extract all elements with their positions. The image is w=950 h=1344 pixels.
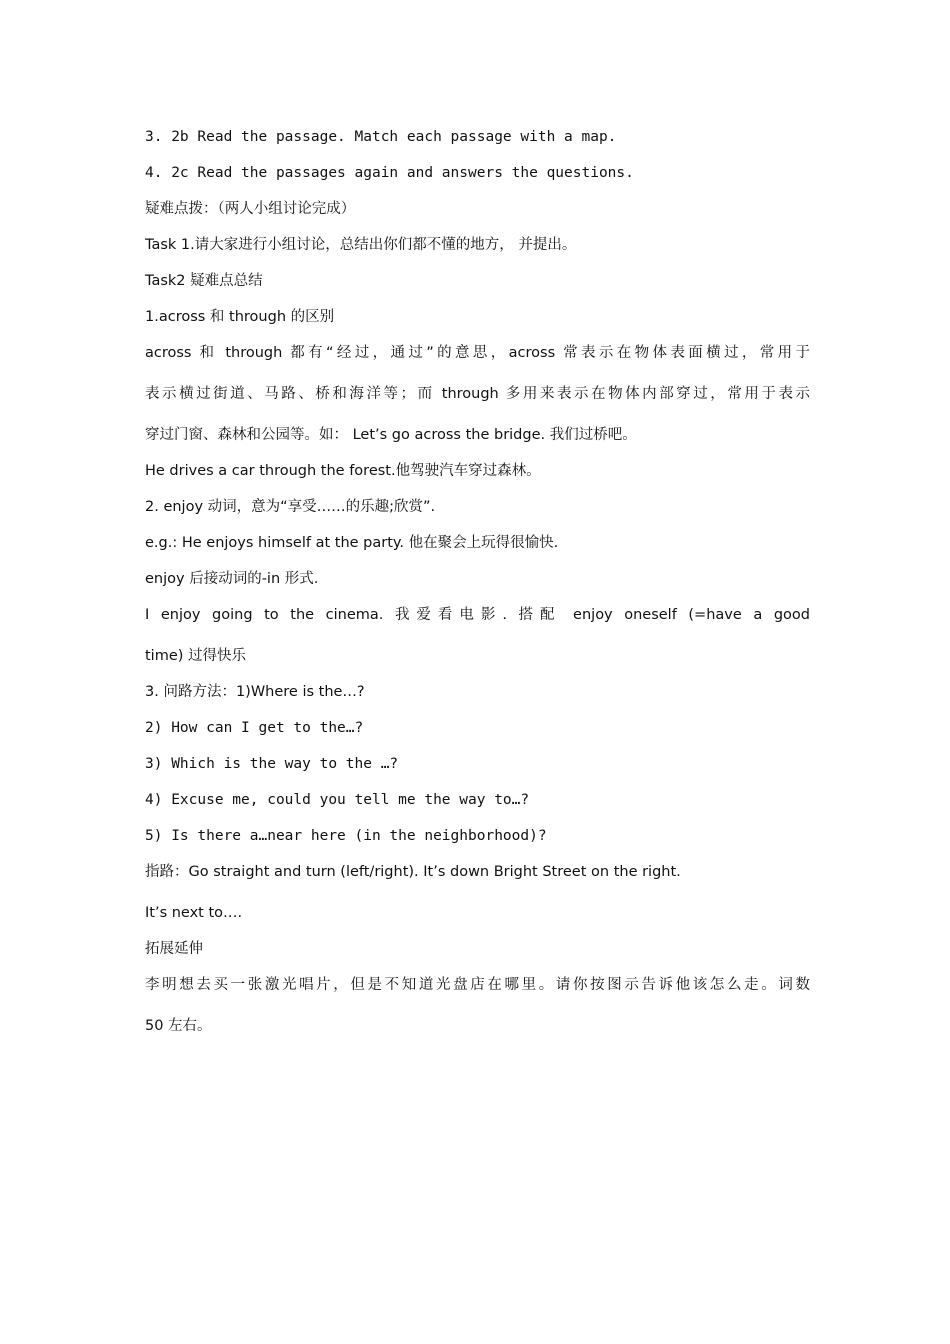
example-sentence: e.g.: He enjoys himself at the party. 他在聚会上玩得很愉快. bbox=[145, 535, 559, 551]
list-item: 2) How can I get to the…? bbox=[145, 720, 364, 736]
paragraph-line: 表示横过街道、马路、桥和海洋等；而 through 多用来表示在物体内部穿过，常用于表示 bbox=[145, 386, 810, 402]
example-sentence: I enjoy going to the cinema. 我爱看电影. 搭配 enjoy oneself (=have a good bbox=[145, 607, 810, 623]
text-line-task2: Task2 疑难点总结 bbox=[145, 273, 263, 289]
example-sentence: He drives a car through the forest.他驾驶汽车穿过森林。 bbox=[145, 463, 541, 479]
text-line-enjoy-usage: enjoy 后接动词的-in 形式. bbox=[145, 571, 319, 587]
text-line-giving-directions: 指路：Go straight and turn (left/right). It’s down Bright Street on the right. bbox=[145, 864, 681, 880]
point-heading-enjoy: 2. enjoy 动词，意为“享受……的乐趣;欣赏”. bbox=[145, 499, 436, 515]
text-line-task-2c: 4. 2c Read the passages again and answers the questions. bbox=[145, 165, 634, 181]
paragraph-line: 50 左右。 bbox=[145, 1018, 212, 1034]
list-item: 4) Excuse me, could you tell me the way to…? bbox=[145, 792, 530, 808]
text-line-task-2b: 3. 2b Read the passage. Match each passage with a map. bbox=[145, 129, 617, 145]
paragraph-line: 穿过门窗、森林和公园等。如： Let’s go across the bridge. 我们过桥吧。 bbox=[145, 427, 637, 443]
section-heading-difficulties: 疑难点拨：（两人小组讨论完成） bbox=[145, 201, 356, 217]
paragraph-line: 李明想去买一张激光唱片，但是不知道光盘店在哪里。请你按图示告诉他该怎么走。词数 bbox=[145, 977, 810, 993]
paragraph-line: across 和 through 都有“经过，通过”的意思，across 常表示在物体表面横过，常用于 bbox=[145, 345, 810, 361]
text-line-giving-directions-cont: It’s next to…. bbox=[145, 905, 243, 921]
point-heading-across-through: 1.across 和 through 的区别 bbox=[145, 309, 335, 325]
list-item: 3) Which is the way to the …? bbox=[145, 756, 399, 772]
text-line-task1: Task 1.请大家进行小组讨论，总结出你们都不懂的地方， 并提出。 bbox=[145, 237, 577, 253]
section-heading-extension: 拓展延伸 bbox=[145, 941, 203, 957]
example-sentence-cont: time) 过得快乐 bbox=[145, 648, 247, 664]
list-item: 5) Is there a…near here (in the neighborhood)? bbox=[145, 828, 547, 844]
point-heading-asking-way: 3. 问路方法：1)Where is the…? bbox=[145, 684, 365, 700]
